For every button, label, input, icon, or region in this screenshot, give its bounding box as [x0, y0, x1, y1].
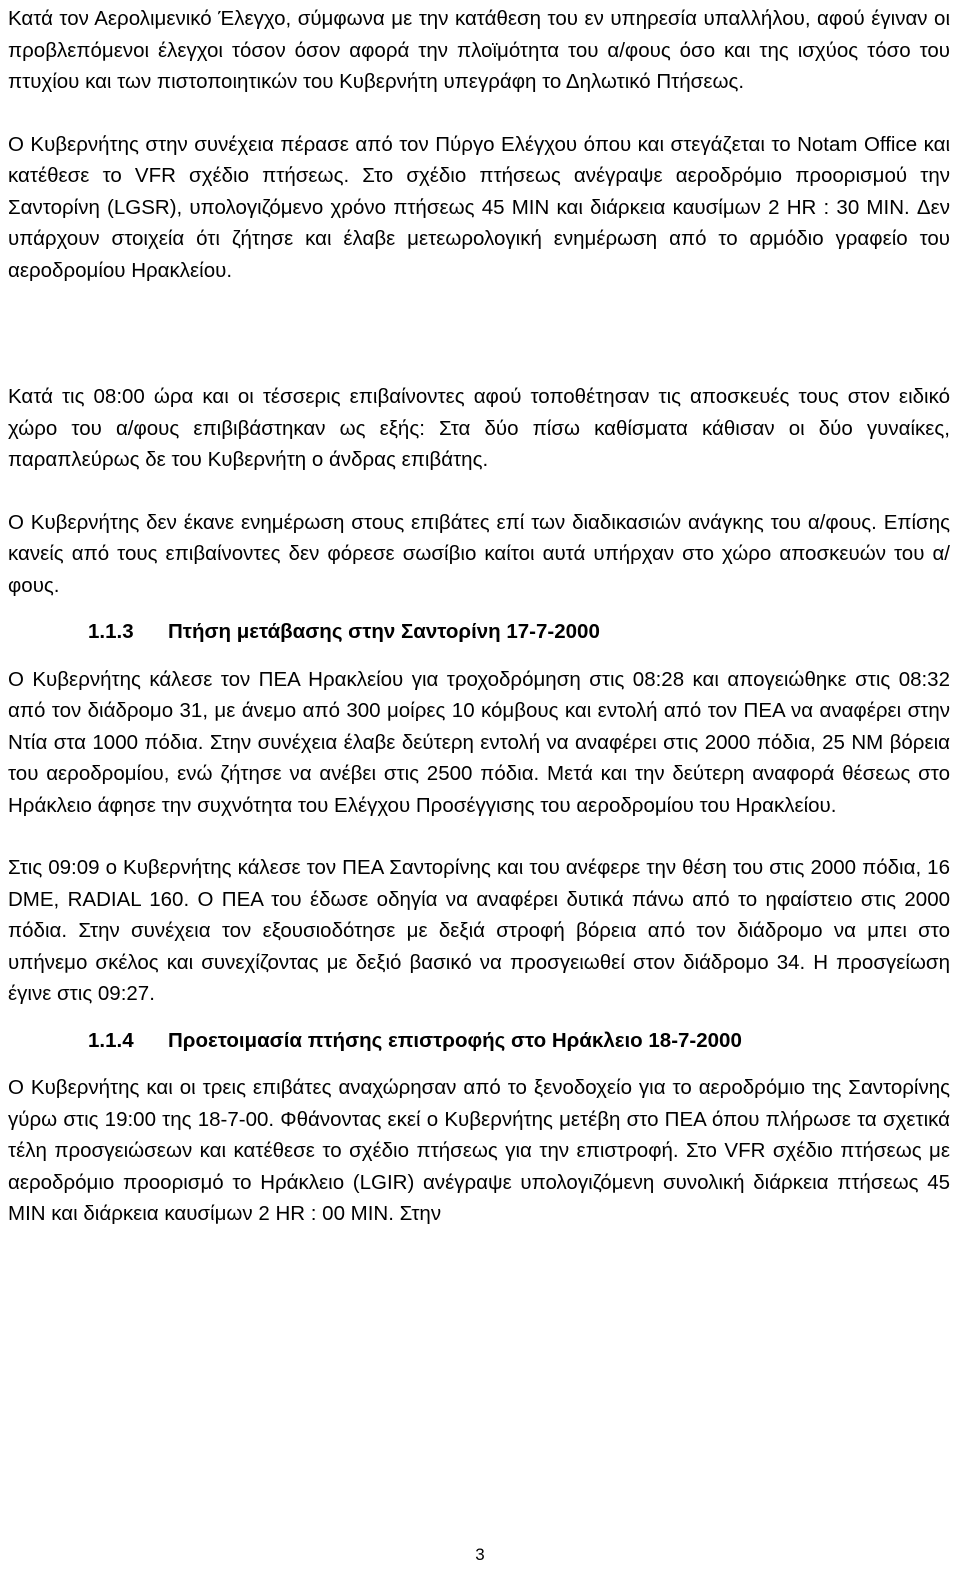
paragraph-boarding: Κατά τις 08:00 ώρα και οι τέσσερις επιβαίνοντες αφού τοποθέτησαν τις αποσκευές τους στον ειδικό χώρο του α/φους επιβιβάστηκαν ως εξής: Στα δύο πίσω καθίσματα κάθισαν οι δύο γυναίκες, παραπλεύρως δε του Κυβερνήτη ο άνδρας επιβάτης.	[8, 385, 950, 471]
paragraph-flight-plan: Ο Κυβερνήτης στην συνέχεια πέρασε από τον Πύργο Ελέγχου όπου και στεγάζεται το Notam Office και κατέθεσε το VFR σχέδιο πτήσεως. Στο σχέδιο πτήσεως ανέγραψε αεροδρόμιο προορισμού την Σαντορίνη (LGSR), υπολογιζόμενο χρόνο πτήσεως 45 MIN και διάρκεια καυσίμων 2 HR : 30 MIN. Δεν υπάρχουν στοιχεία ότι ζήτησε και έλαβε μετεωρολογική ενημέρωση από το αρμόδιο γραφείο του αεροδρομίου Ηρακλείου.	[8, 132, 950, 282]
paragraph-safety-briefing: Ο Κυβερνήτης δεν έκανε ενημέρωση στους επιβάτες επί των διαδικασιών ανάγκης του α/φους. Επίσης κανείς από τους επιβαίνοντες δεν φόρεσε σωσίβιο καίτοι αυτά υπήρχαν στο χώρο αποσκευών του α/φους.	[8, 510, 950, 597]
paragraph-outbound-departure: Ο Κυβερνήτης κάλεσε τον ΠΕΑ Ηρακλείου για τροχοδρόμηση στις 08:28 και απογειώθηκε στις 08:32 από τον διάδρομο 31, με άνεμο από 300 μοίρες 10 κόμβους και εντολή από τον ΠΕΑ να αναφέρει στην Ντία στα 1000 πόδια. Στην συνέχεια έλαβε δεύτερη εντολή να αναφέρει στις 2000 πόδια, 25 NM βόρεια του αεροδρομίου, ενώ ζήτησε να ανέβει στις 2500 πόδια. Μετά και την δεύτερη αναφορά θέσεως στο Ηράκλειο άφησε την συχνότητα του Ελέγχου Προσέγγισης του αεροδρομίου του Ηρακλείου.	[8, 667, 950, 817]
page-number: 3	[475, 1545, 485, 1564]
paragraph-santorini-approach: Στις 09:09 ο Κυβερνήτης κάλεσε τον ΠΕΑ Σαντορίνης και του ανέφερε την θέση του στις 2000 πόδια, 16 DME, RADIAL 160. Ο ΠΕΑ του έδωσε οδηγία να αναφέρει δυτικά πάνω από το ηφαίστειο στις 2000 πόδια. Στην συνέχεια τον εξουσιοδότησε με δεξιά στροφή βόρεια από τον διάδρομο να μπει στο υπήνεμο σκέλος και συνεχίζοντας με δεξιό βασικό να προσγειωθεί στον διάδρομο 34. Η προσγείωση έγινε στις 09:27.	[8, 856, 950, 1005]
page-content	[8, 3, 950, 1230]
section-heading-1-1-4	[8, 1025, 950, 1057]
section-title: Πτήση μετάβασης στην Σαντορίνη 17-7-2000	[168, 620, 600, 643]
paragraph-return-preparation: Ο Κυβερνήτης και οι τρεις επιβάτες αναχώρησαν από το ξενοδοχείο για το αεροδρόμιο της Σαντορίνης γύρω στις 19:00 της 18-7-00. Φθάνοντας εκεί ο Κυβερνήτης μετέβη στο ΠΕΑ όπου πλήρωσε τα σχετικά τέλη προσγειώσεων και κατέθεσε το σχέδιο πτήσεως για την επιστροφή. Στο VFR σχέδιο πτήσεως με αεροδρόμιο προορισμό το Ηράκλειο (LGIR) ανέγραψε υπολογιζόμενη συνολική διάρκεια πτήσεως 45 MIN και διάρκεια καυσίμων 2 HR : 00 MIN. Στην	[8, 1076, 950, 1225]
section-number: 1.1.4	[88, 1028, 134, 1052]
section-number: 1.1.3	[88, 620, 134, 643]
section-heading-1-1-3	[8, 616, 950, 648]
section-title: Προετοιμασία πτήσης επιστροφής στο Ηράκλειο 18-7-2000	[168, 1028, 742, 1052]
paragraph-departure-checks: Κατά τον Αερολιμενικό Έλεγχο, σύμφωνα με την κατάθεση του εν υπηρεσία υπαλλήλου, αφού έγιναν οι προβλεπόμενοι έλεγχοι τόσον όσον αφορά την πλοϊμότητα του α/φους όσο και της ισχύος τόσο του πτυχίου και των πιστοποιητικών του Κυβερνήτη υπεγράφη το Δηλωτικό Πτήσεως.	[8, 7, 950, 93]
